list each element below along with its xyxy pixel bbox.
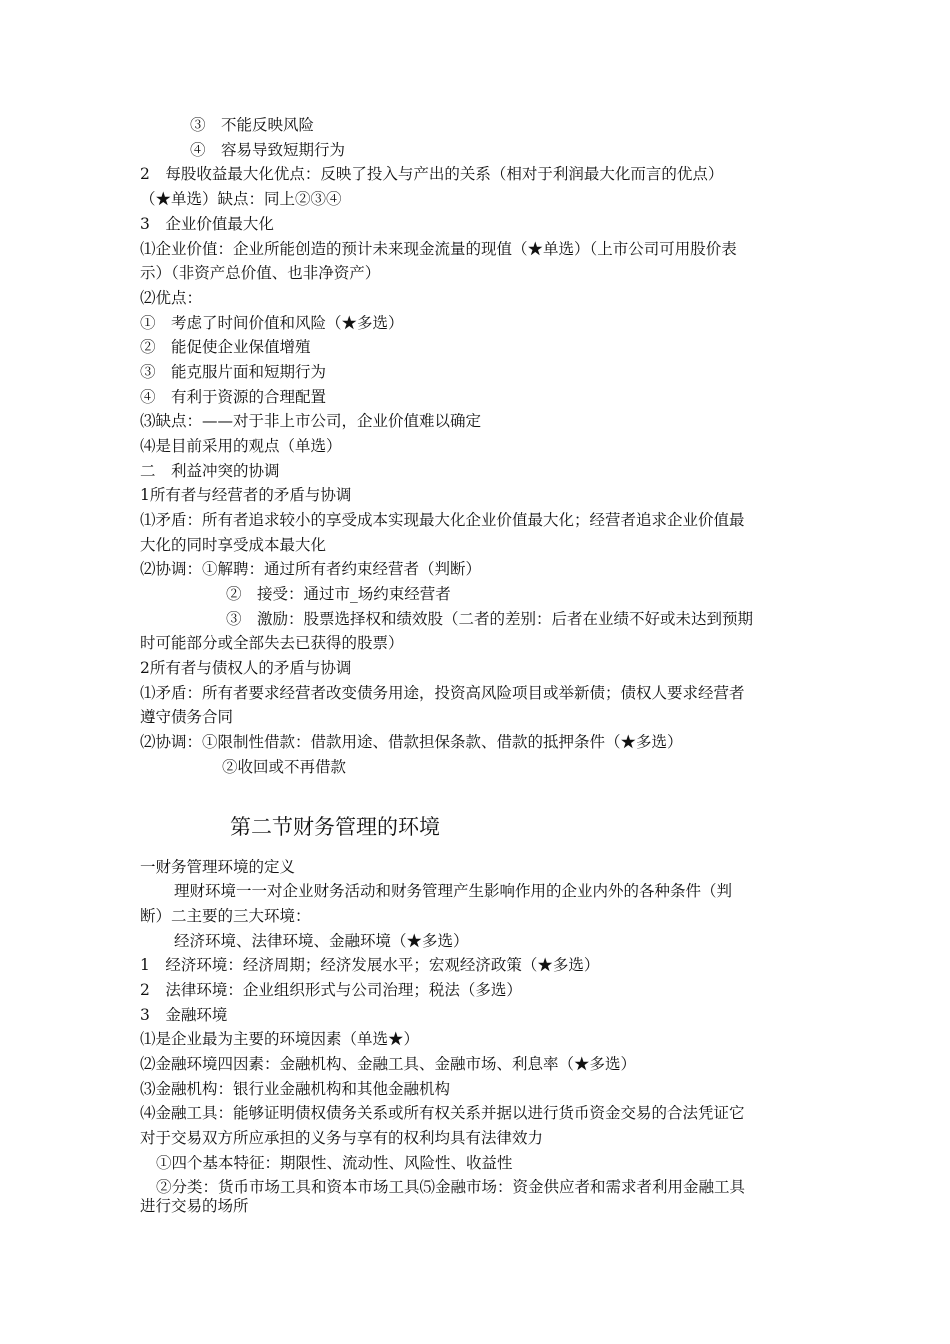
- text-line: 经济环境、法律环境、金融环境（★多选）: [174, 932, 469, 950]
- text-line: ⑴是企业最为主要的环境因素（单选★）: [140, 1030, 420, 1048]
- text-line: 3 企业价值最大化: [140, 215, 274, 233]
- text-line: 2 法律环境：企业组织形式与公司治理；税法（多选）: [140, 981, 522, 999]
- text-line: 时可能部分或全部失去已获得的股票）: [140, 634, 404, 652]
- text-line: ④ 容易导致短期行为: [190, 141, 346, 159]
- text-line: ③ 激励：股票选择权和绩效股（二者的差别：后者在业绩不好或未达到预期: [226, 610, 754, 628]
- text-line: ⑶金融机构：银行业金融机构和其他金融机构: [140, 1080, 451, 1098]
- text-line: ①四个基本特征：期限性、流动性、风险性、收益性: [156, 1154, 513, 1172]
- text-line: ③ 能克服片面和短期行为: [140, 363, 327, 381]
- text-line: ⑵协调：①解聘：通过所有者约束经营者（判断）: [140, 560, 482, 578]
- text-line: 进行交易的场所: [140, 1197, 249, 1215]
- text-line: ⑴企业价值：企业所能创造的预计未来现金流量的现值（★单选）（上市公司可用股价表: [140, 240, 737, 258]
- text-line: 二 利益冲突的协调: [140, 462, 280, 480]
- text-line: ⑴矛盾：所有者要求经营者改变债务用途，投资高风险项目或举新债；债权人要求经营者: [140, 684, 745, 702]
- text-line: 一财务管理环境的定义: [140, 858, 296, 876]
- text-line: ① 考虑了时间价值和风险（★多选）: [140, 314, 404, 332]
- text-line: ②收回或不再借款: [222, 758, 347, 776]
- section-title: 第二节财务管理的环境: [230, 815, 440, 839]
- text-line: 理财环境一一对企业财务活动和财务管理产生影响作用的企业内外的各种条件（判: [174, 882, 733, 900]
- text-line: 1 经济环境：经济周期；经济发展水平；宏观经济政策（★多选）: [140, 956, 600, 974]
- text-line: ③ 不能反映风险: [190, 116, 315, 134]
- text-line: 2 每股收益最大化优点：反映了投入与产出的关系（相对于利润最大化而言的优点）: [140, 165, 724, 183]
- text-line: ⑴矛盾：所有者追求较小的享受成本实现最大化企业价值最大化；经营者追求企业价值最: [140, 511, 745, 529]
- text-line: （★单选）缺点：同上②③④: [140, 190, 342, 208]
- text-line: 断）二主要的三大环境：: [140, 907, 311, 925]
- text-line: ⑶缺点：——对于非上市公司，企业价值难以确定: [140, 412, 482, 430]
- text-line: 对于交易双方所应承担的义务与享有的权利均具有法律效力: [140, 1129, 544, 1147]
- text-line: ⑷金融工具：能够证明债权债务关系或所有权关系并据以进行货币资金交易的合法凭证它: [140, 1104, 745, 1122]
- text-line: 2所有者与债权人的矛盾与协调: [140, 659, 352, 677]
- text-line: 3 金融环境: [140, 1006, 228, 1024]
- text-line: ② 接受：通过市_场约束经营者: [226, 585, 451, 603]
- text-line: 示）（非资产总价值、也非净资产）: [140, 264, 381, 282]
- text-line: ⑷是目前采用的观点（单选）: [140, 437, 342, 455]
- text-line: ②分类：货币市场工具和资本市场工具⑸金融市场：资金供应者和需求者利用金融工具: [156, 1178, 746, 1196]
- text-line: ④ 有利于资源的合理配置: [140, 388, 327, 406]
- text-line: ⑵金融环境四因素：金融机构、金融工具、金融市场、利息率（★多选）: [140, 1055, 637, 1073]
- text-line: 遵守债务合同: [140, 708, 234, 726]
- text-line: ⑵协调：①限制性借款：借款用途、借款担保条款、借款的抵押条件（★多选）: [140, 733, 683, 751]
- text-line: ⑵优点：: [140, 289, 203, 307]
- text-line: 大化的同时享受成本最大化: [140, 536, 327, 554]
- text-line: ② 能促使企业保值增殖: [140, 338, 311, 356]
- text-line: 1所有者与经营者的矛盾与协调: [140, 486, 352, 504]
